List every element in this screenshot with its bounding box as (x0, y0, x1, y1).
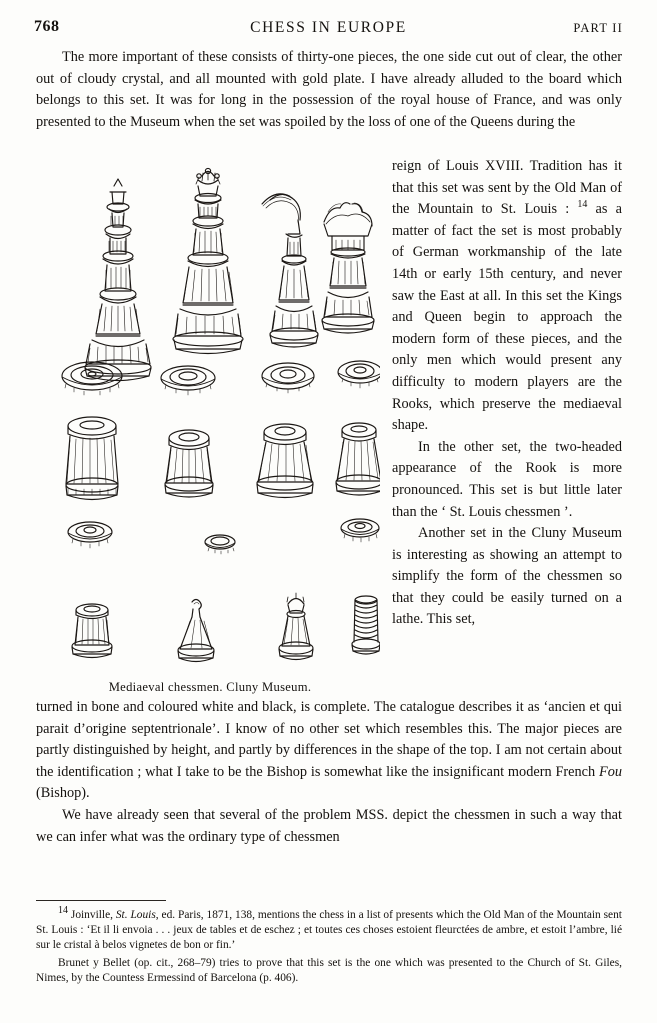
figure-caption: Mediaeval chessmen. Cluny Museum. (108, 680, 312, 694)
paragraph-4: Another set in the Cluny Museum is interesting as showing an attempt to simplify the form of the chessmen so that they could be easily turned on a lathe. This set, (392, 525, 622, 628)
paragraph-5 (36, 697, 622, 805)
body-right-column (392, 156, 622, 631)
footnote-15: Brunet y Bellet (op. cit., 268–79) tries to prove that this set is the one which was presented to the Church of St. Giles, Nimes, by the Countess Ermessind of Barcelona (p. 406). (36, 956, 622, 984)
paragraph-2-part-b: as a matter of fact the set is most probably of German workmanship of the late 14th or early 15th century, and never saw the East at all. In this set the Kings and Queen begin to approach the modern form of these pieces, and the only men which would present any difficulty to modern players are the Rooks, which preserve the mediaeval shape. (392, 201, 622, 434)
paragraph-5-part-a: turned in bone and coloured white and black, is complete. The catalogue describes it as ‘ancien et qui parait d’origine septentrionale’. I know of no other set which resembles this. The major pieces are partly distinguished by height, and partly by differences in the shape of the top. I am not certain about the identification ; what I take to be the Bishop is somewhat like the insignificant modern French (36, 699, 622, 780)
page-number: 768 (34, 18, 60, 35)
paragraph-5-italic: Fou (598, 763, 622, 780)
mediaeval-chessmen-engraving (40, 160, 380, 690)
part-label: PART II (573, 21, 623, 35)
chessmen-figure (40, 160, 380, 690)
footnote-rule (36, 900, 166, 901)
page-title: CHESS IN EUROPE (250, 19, 407, 36)
paragraph-6: We have already seen that several of the problem MSS. depict the chessmen in such a way that we can infer what was the ordinary type of chessmen (36, 806, 622, 845)
body-bottom-column (36, 697, 622, 848)
paragraph-3: In the other set, the two-headed appearance of the Rook is more pronounced. This set is but little later than the ‘ St. Louis chessmen ’. (392, 438, 622, 520)
body-top-column (36, 47, 622, 133)
footnote-14-part-a: Joinville, (68, 909, 116, 921)
paragraph-5-part-b: (Bishop). (36, 785, 90, 802)
footnote-number-14: 14 (58, 905, 68, 917)
footnote-14-italic: St. Louis (115, 909, 156, 921)
paragraph-2-part-a: reign of Louis XVIII. Tradition has it that this set was sent by the Old Man of the Mountain to St. Louis : (392, 158, 622, 218)
running-head (34, 18, 623, 38)
paragraph-2 (392, 156, 622, 437)
footnotes (36, 905, 622, 988)
footnote-14 (36, 905, 622, 954)
paragraph-1: The more important of these consists of thirty-one pieces, the one side cut out of clear, the other out of cloudy crystal, and all mounted with gold plate. I have already alluded to the board which belongs to this set. It was for long in the possession of the royal house of France, and was only presented to the Museum when the set was spoiled by the loss of one of the Queens during the (36, 49, 622, 130)
footnote-ref-14: 14 (577, 199, 588, 211)
footnote-14-part-b: , ed. Paris, 1871, 138, mentions the chess in a list of presents which the Old Man of the Mountain sent St. Louis : ‘Et il li envoia . . . jeux de tables et de eschez ; et toutes ces choses estoient fleurctées de ambre, et estoit l’ambre, lié sur le cristal à belos vignetes de bon or fin.’ (36, 909, 622, 952)
